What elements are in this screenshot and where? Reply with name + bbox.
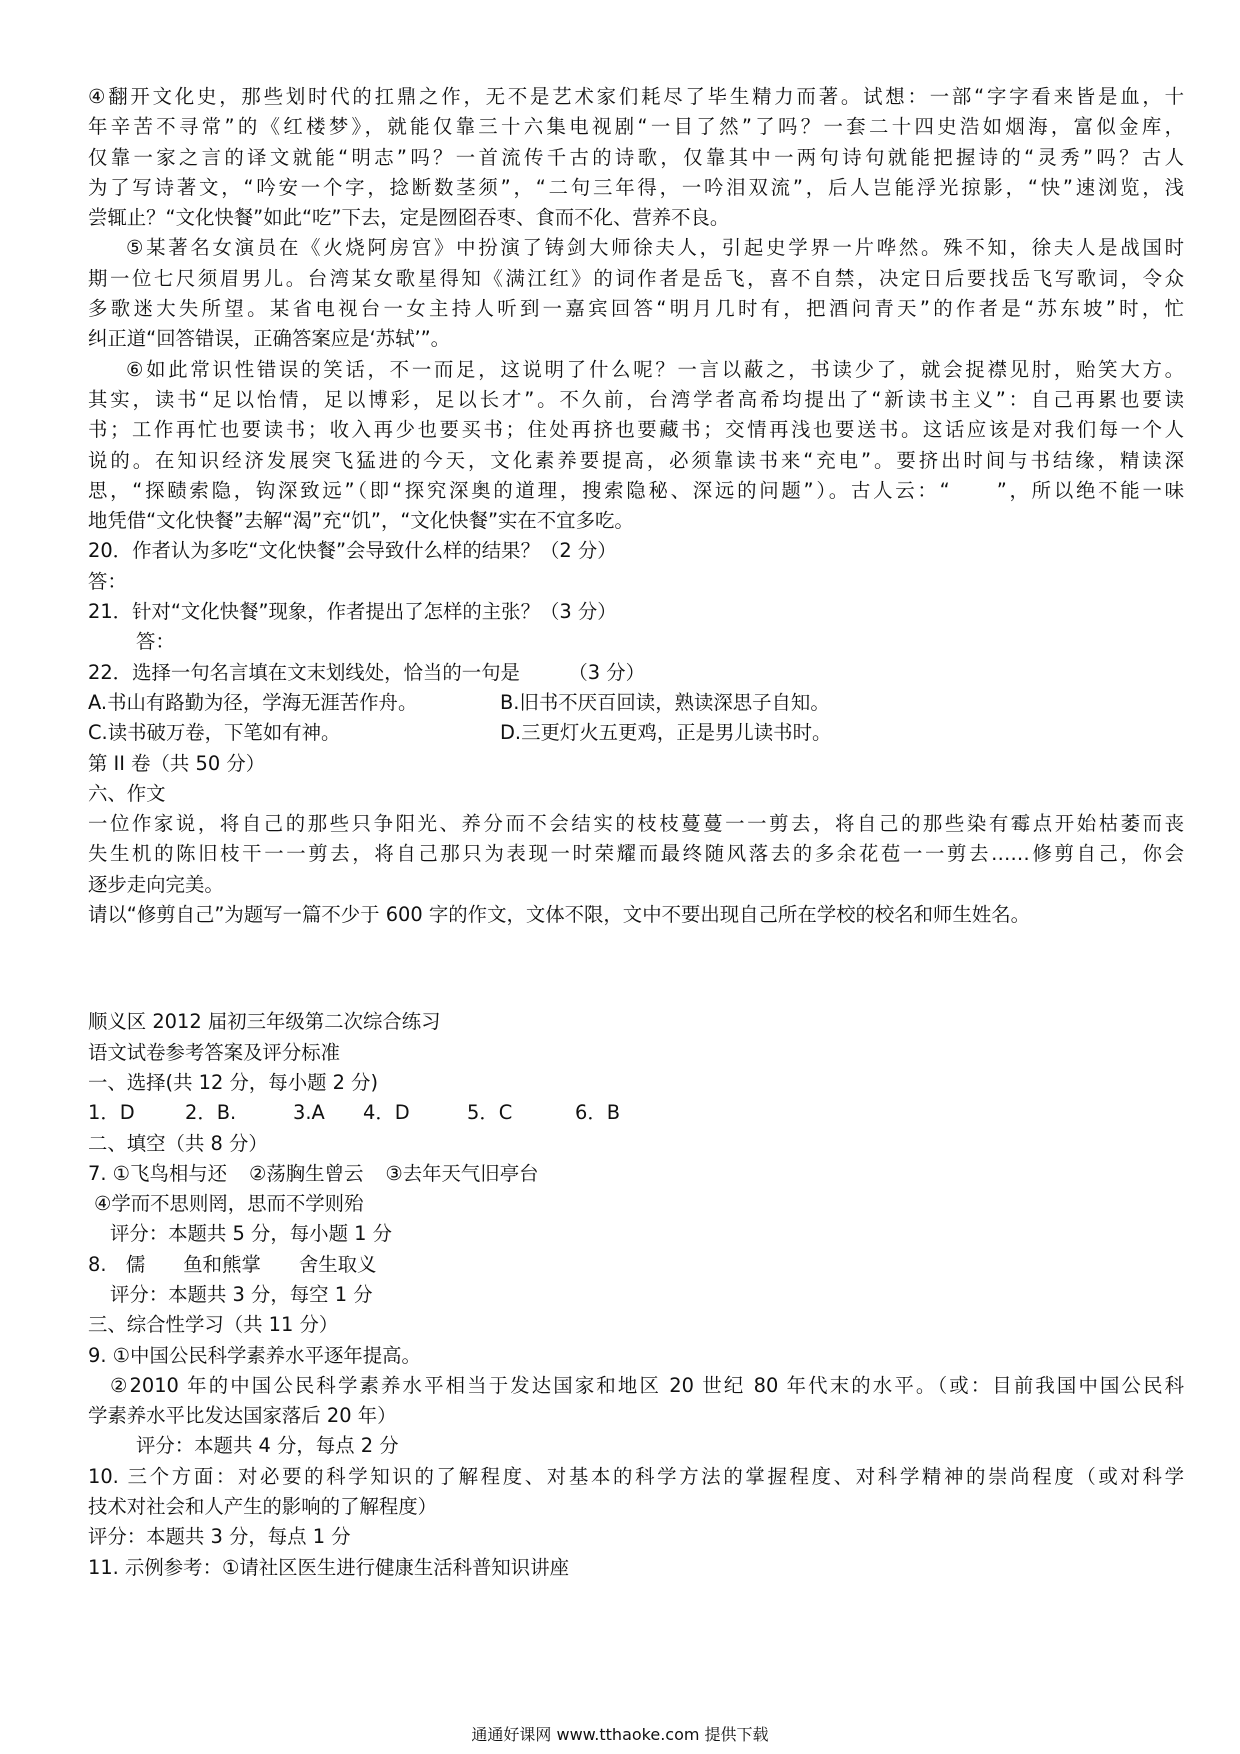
options-row	[88, 718, 1184, 748]
paragraph-5	[88, 233, 1184, 354]
text-line: 年辛苦不寻常”的《红楼梦》，就能仅靠三十六集电视剧“一目了然”了吗？一套二十四史浩如烟海，富似金库，	[88, 115, 1184, 139]
text-line: 为了写诗著文，“吟安一个字，捻断数茎须”，“二句三年得，一吟泪双流”，后人岂能浮光掠影，“快”速浏览，浅	[88, 175, 1184, 199]
choice-answer: 6．B	[575, 1101, 621, 1125]
text-line: ④翻开文化史，那些划时代的扛鼎之作，无不是艺术家们耗尽了毕生精力而著。试想：一部“字字看来皆是血，十	[88, 85, 1184, 108]
option-d: D.三更灯火五更鸡，正是男儿读书时。	[500, 721, 832, 745]
choice-answer: 5．C	[467, 1101, 513, 1125]
section-heading: 三、综合性学习（共 11 分）	[88, 1313, 339, 1337]
answer-item: 7. ①飞鸟相与还	[88, 1161, 228, 1185]
text-line: 地凭借“文化快餐”去解“渴”充“饥”，“文化快餐”实在不宜多吃。	[88, 509, 634, 533]
choice-answer: 4．D	[363, 1101, 410, 1125]
part-header: 第 II 卷（共 50 分）	[88, 751, 266, 775]
option-b: B.旧书不厌百回读，熟读深思子自知。	[500, 690, 830, 714]
answer-9-1: 9. ①中国公民科学素养水平逐年提高。	[88, 1343, 421, 1367]
text-line: 思，“探赜索隐，钩深致远”（即“探究深奥的道理，搜索隐秘、深远的问题”）。古人云：“ ”，所以绝不能一味	[88, 478, 1184, 502]
answer-item: ②荡胸生曾云	[249, 1161, 364, 1185]
answer-key-title: 顺义区 2012 届初三年级第二次综合练习	[88, 1010, 441, 1034]
question-20: 20．作者认为多吃“文化快餐”会导致什么样的结果？（2 分）	[88, 539, 617, 563]
answer-7	[88, 1159, 1184, 1189]
section-heading: 六、作文	[88, 781, 166, 805]
text-line: ⑤某著名女演员在《火烧阿房宫》中扮演了铸剑大师徐夫人，引起史学界一片哗然。殊不知，徐夫人是战国时	[126, 236, 1184, 260]
answer-9-2: ②2010 年的中国公民科学素养水平相当于发达国家和地区 20 世纪 80 年代末的水平。（或：目前我国中国公民科	[110, 1373, 1184, 1397]
question-22: 22．选择一句名言填在文末划线处，恰当的一句是 （3 分）	[88, 660, 646, 684]
choice-answers	[88, 1098, 1184, 1128]
score-note: 评分：本题共 5 分，每小题 1 分	[110, 1222, 393, 1246]
paragraph-6	[88, 355, 1184, 537]
text-line: 多歌迷大失所望。某省电视台一女主持人听到一嘉宾回答“明月几时有，把酒问青天”的作者是“苏东坡”时，忙	[88, 297, 1184, 321]
section-heading: 一、选择(共 12 分，每小题 2 分)	[88, 1070, 379, 1094]
text-line: 其实，读书“足以怡情，足以博彩，足以长才”。不久前，台湾学者高希均提出了“新读书主义”：自己再累也要读	[88, 387, 1184, 411]
text-line: 仅靠一家之言的译文就能“明志”吗？一首流传千古的诗歌，仅靠其中一两句诗句就能把握诗的“灵秀”吗？古人	[88, 145, 1184, 169]
answer-11: 11. 示例参考：①请社区医生进行健康生活科普知识讲座	[88, 1555, 569, 1579]
answer-label: 答：	[136, 630, 175, 654]
text-line: 说的。在知识经济发展突飞猛进的今天，文化素养要提高，必须靠读书来“充电”。要挤出时间与书结缘，精读深	[88, 448, 1184, 472]
exam-page	[88, 82, 1184, 1583]
text-line: ⑥如此常识性错误的笑话，不一而足，这说明了什么呢？一言以蔽之，书读少了，就会捉襟见肘，贻笑大方。	[126, 357, 1184, 381]
answer-item: 8. 儒	[88, 1252, 146, 1276]
answer-label: 答：	[88, 569, 127, 593]
question-21: 21．针对“文化快餐”现象，作者提出了怎样的主张？（3 分）	[88, 600, 617, 624]
text-line: 一位作家说，将自己的那些只争阳光、养分而不会结实的枝枝蔓蔓一一剪去，将自己的那些染有霉点开始枯萎而丧	[88, 812, 1184, 836]
answer-item: ④学而不思则罔，思而不学则殆	[94, 1192, 364, 1216]
score-note: 评分：本题共 4 分，每点 2 分	[136, 1434, 399, 1458]
essay-prompt	[88, 809, 1184, 900]
answer-item: ③去年天气旧亭台	[385, 1161, 539, 1185]
text-line: 纠正道“回答错误，正确答案应是‘苏轼’”。	[88, 327, 451, 351]
text-line: 尝辄止？“文化快餐”如此“吃”下去，定是囫囵吞枣、食而不化、营养不良。	[88, 206, 730, 230]
answer-8	[88, 1250, 1184, 1280]
answer-10-cont: 技术对社会和人产生的影响的了解程度）	[88, 1495, 438, 1519]
answer-10: 10. 三个方面：对必要的科学知识的了解程度、对基本的科学方法的掌握程度、对科学精神的崇尚程度（或对科学	[88, 1464, 1184, 1488]
answer-item: 鱼和熊掌	[183, 1252, 261, 1276]
answer-key-subtitle: 语文试卷参考答案及评分标准	[88, 1040, 341, 1064]
paragraph-4	[88, 82, 1184, 233]
text-line: 失生机的陈旧枝干一一剪去，将自己那只为表现一时荣耀而最终随风落去的多余花苞一一剪去……修剪自己，你会	[88, 842, 1184, 866]
text-line: 逐步走向完美。	[88, 872, 224, 896]
section-heading: 二、填空（共 8 分）	[88, 1131, 268, 1155]
score-note: 评分：本题共 3 分，每空 1 分	[110, 1282, 373, 1306]
option-a: A.书山有路勤为径，学海无涯苦作舟。	[88, 690, 418, 714]
option-c: C.读书破万卷，下笔如有神。	[88, 721, 341, 745]
answer-item: 舍生取义	[298, 1252, 377, 1276]
choice-answer: 1．D	[88, 1101, 135, 1125]
essay-task: 请以“修剪自己”为题写一篇不少于 600 字的作文，文体不限，文中不要出现自己所在学校的校名和师生姓名。	[88, 903, 1031, 927]
options-row	[88, 688, 1184, 718]
answer-9-2-cont: 学素养水平比发达国家落后 20 年）	[88, 1404, 397, 1428]
text-line: 期一位七尺须眉男儿。台湾某女歌星得知《满江红》的词作者是岳飞，喜不自禁，决定日后要找岳飞写歌词，令众	[88, 266, 1184, 290]
footer-credit: 通通好课网 www.tthaoke.com 提供下载	[471, 1725, 769, 1744]
choice-answer: 3.A	[293, 1101, 325, 1125]
score-note: 评分：本题共 3 分，每点 1 分	[88, 1525, 351, 1549]
choice-answer: 2．B.	[185, 1101, 237, 1125]
text-line: 书；工作再忙也要读书；收入再少也要买书；住处再挤也要藏书；交情再浅也要送书。这话应该是对我们每一个人	[88, 418, 1184, 442]
